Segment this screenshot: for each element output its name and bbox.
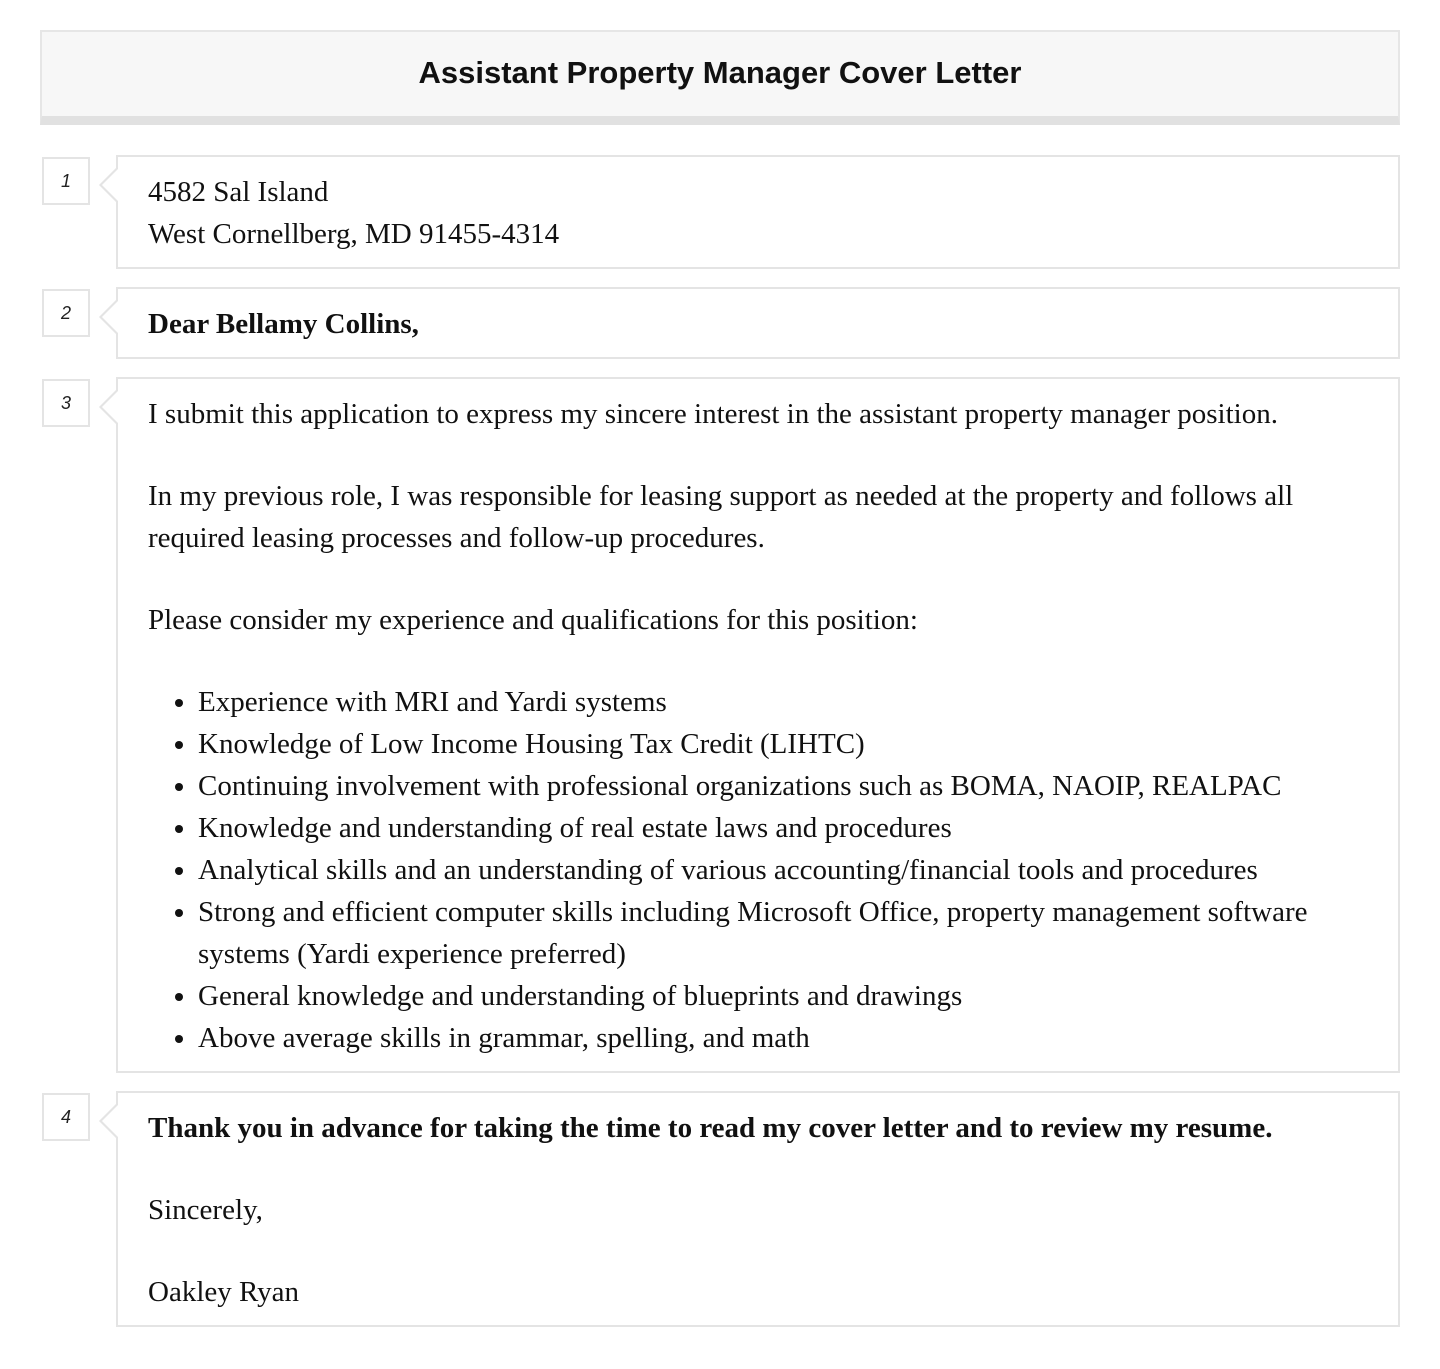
intro-paragraph: I submit this application to express my sincere interest in the assistant property manager position. <box>148 398 1278 430</box>
list-item: • Above average skills in grammar, spelling, and math <box>198 1017 1368 1059</box>
list-item: • Knowledge and understanding of real estate laws and procedures <box>198 807 1368 849</box>
section-number: 2 <box>42 289 90 337</box>
list-item: • Continuing involvement with professional organizations such as BOMA, NAOIP, REALPAC <box>198 765 1368 807</box>
closing-text: Sincerely, <box>148 1194 263 1226</box>
consider-paragraph: Please consider my experience and qualifications for this position: <box>148 604 918 636</box>
address-line-2: West Cornellberg, MD 91455-4314 <box>148 218 560 250</box>
list-item: • Experience with MRI and Yardi systems <box>198 681 1368 723</box>
qualifications-list <box>148 681 1368 1059</box>
section-number: 4 <box>42 1093 90 1141</box>
salutation: Dear Bellamy Collins, <box>148 308 419 340</box>
section-number: 3 <box>42 379 90 427</box>
previous-role-paragraph: In my previous role, I was responsible for leasing support as needed at the property and follows all required leasing processes and follow-up procedures. <box>148 480 1294 554</box>
signature: Oakley Ryan <box>148 1276 300 1308</box>
title-bar <box>40 30 1400 125</box>
salutation-box <box>116 287 1400 359</box>
page-title: Assistant Property Manager Cover Letter <box>418 55 1022 90</box>
address-line-1: 4582 Sal Island <box>148 176 329 208</box>
list-item: • Analytical skills and an understanding of various accounting/financial tools and procedures <box>198 849 1368 891</box>
section-number: 1 <box>42 157 90 205</box>
list-item: • Knowledge of Low Income Housing Tax Credit (LIHTC) <box>198 723 1368 765</box>
list-item: • General knowledge and understanding of blueprints and drawings <box>198 975 1368 1017</box>
list-item: • Strong and efficient computer skills including Microsoft Office, property management software systems (Yardi experience preferred) <box>198 891 1368 975</box>
thanks-paragraph: Thank you in advance for taking the time to read my cover letter and to review my resume. <box>148 1112 1273 1144</box>
address-box <box>116 155 1400 269</box>
closing-box <box>116 1091 1400 1327</box>
body-box <box>116 377 1400 1073</box>
